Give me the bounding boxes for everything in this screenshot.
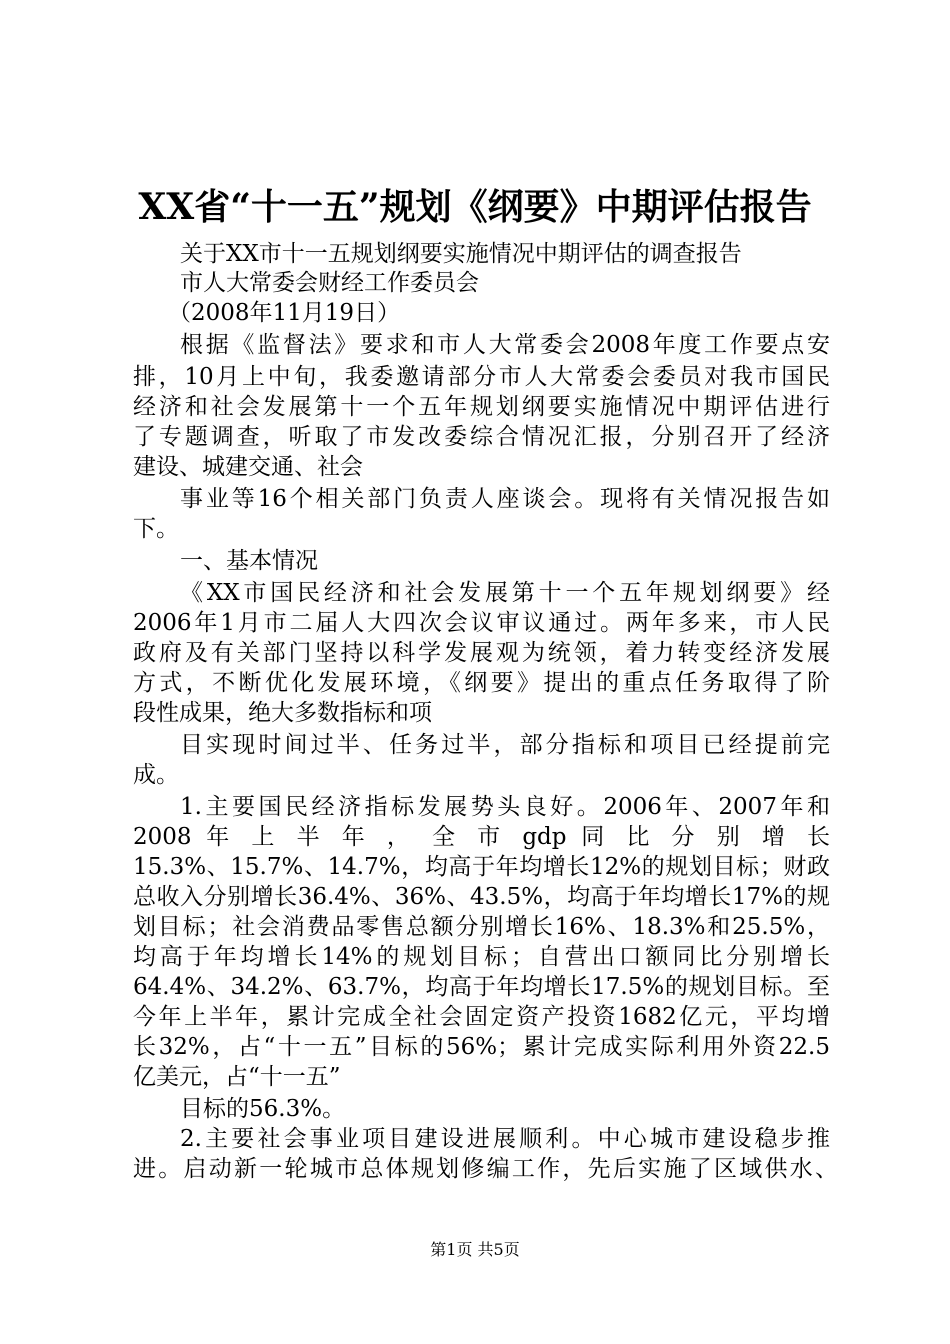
- paragraph-line: 2008 年 上 半 年 ， 全 市 gdp 同 比 分 别 增 长: [133, 824, 830, 850]
- paragraph-line: 排，10月上中旬，我委邀请部分市人大常委会委员对我市国民: [133, 364, 830, 390]
- paragraph-line: 2006年1月市二届人大四次会议审议通过。两年多来，市人民: [133, 610, 830, 636]
- paragraph-line: 了专题调查，听取了市发改委综合情况汇报，分别召开了经济: [133, 424, 830, 450]
- section-heading: 一、基本情况: [180, 548, 318, 574]
- paragraph-line: 段性成果，绝大多数指标和项: [133, 700, 432, 726]
- paragraph-line: 2.主要社会事业项目建设进展顺利。中心城市建设稳步推: [180, 1126, 830, 1152]
- paragraph-line: 下。: [133, 516, 179, 542]
- paragraph-line: 1.主要国民经济指标发展势头良好。2006年、2007年和: [180, 794, 830, 820]
- subtitle-line: 关于XX市十一五规划纲要实施情况中期评估的调查报告: [180, 241, 742, 267]
- paragraph-line: 目标的56.3%。: [180, 1096, 346, 1122]
- paragraph-line: 成。: [133, 762, 179, 788]
- paragraph-line: 目实现时间过半、任务过半，部分指标和项目已经提前完: [180, 732, 830, 758]
- paragraph-line: 长32%，占“十一五”目标的56%；累计完成实际利用外资22.5: [133, 1034, 830, 1060]
- paragraph-line: 亿美元，占“十一五”: [133, 1064, 341, 1090]
- paragraph-line: 建设、城建交通、社会: [133, 454, 363, 480]
- date-line: （2008年11月19日）: [168, 300, 401, 326]
- paragraph-line: 总收入分别增长36.4%、36%、43.5%，均高于年均增长17%的规: [133, 884, 830, 910]
- paragraph-line: 今年上半年，累计完成全社会固定资产投资1682亿元，平均增: [133, 1004, 830, 1030]
- page-footer: 第1页 共5页: [430, 1240, 520, 1259]
- paragraph-line: 15.3%、15.7%、14.7%，均高于年均增长12%的规划目标；财政: [133, 854, 830, 880]
- paragraph-line: 根据《监督法》要求和市人大常委会2008年度工作要点安: [180, 332, 830, 358]
- paragraph-line: 进。启动新一轮城市总体规划修编工作，先后实施了区域供水、: [133, 1156, 838, 1182]
- paragraph-line: 均高于年均增长14%的规划目标；自营出口额同比分别增长: [133, 944, 830, 970]
- paragraph-line: 划目标；社会消费品零售总额分别增长16%、18.3%和25.5%，: [133, 914, 830, 940]
- paragraph-line: 经济和社会发展第十一个五年规划纲要实施情况中期评估进行: [133, 394, 830, 420]
- paragraph-line: 方式，不断优化发展环境，《纲要》提出的重点任务取得了阶: [133, 670, 830, 696]
- paragraph-line: 政府及有关部门坚持以科学发展观为统领，着力转变经济发展: [133, 640, 830, 666]
- paragraph-line: 事业等16个相关部门负责人座谈会。现将有关情况报告如: [180, 486, 830, 512]
- committee-line: 市人大常委会财经工作委员会: [180, 270, 479, 296]
- document-title: XX省“十一五”规划《纲要》中期评估报告: [138, 186, 812, 228]
- paragraph-line: 《XX市国民经济和社会发展第十一个五年规划纲要》经: [180, 580, 830, 606]
- paragraph-line: 64.4%、34.2%、63.7%，均高于年均增长17.5%的规划目标。至: [133, 974, 830, 1000]
